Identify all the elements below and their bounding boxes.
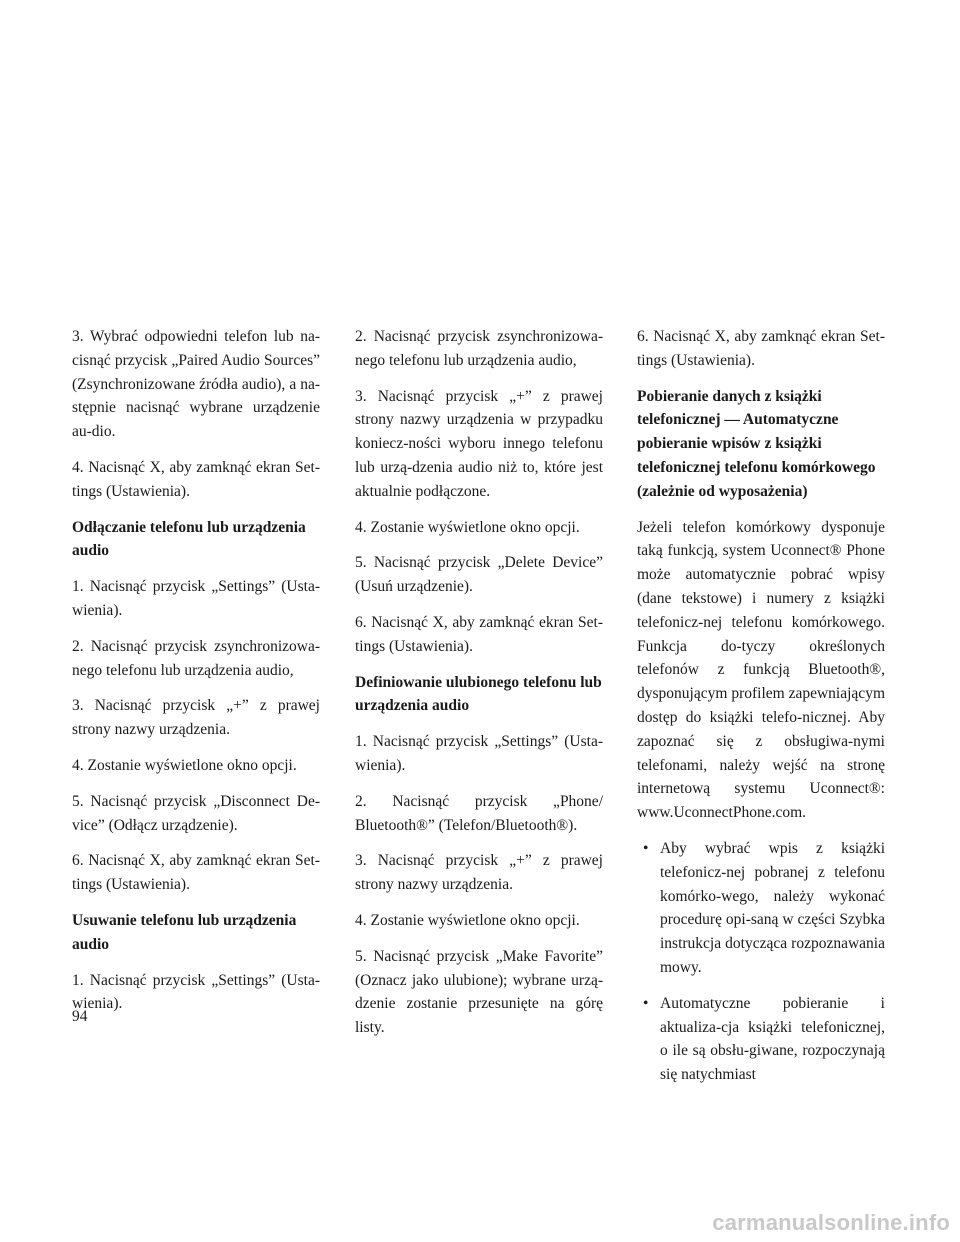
column-2	[355, 325, 603, 1052]
paragraph: 2. Nacisnąć przycisk zsynchronizowa-nego telefonu lub urządzenia audio,	[72, 637, 320, 679]
list-item: • Automatyczne pobieranie i aktualiza-cja książki telefonicznej, o ile są obsłu-giwane, rozpoczynają się natychmiast	[637, 992, 885, 1087]
paragraph: 5. Nacisnąć przycisk „Delete Device” (Usuń urządzenie).	[355, 554, 603, 596]
paragraph: 6. Nacisnąć X, aby zamknąć ekran Set-tings (Ustawienia).	[72, 852, 320, 894]
paragraph: 6. Nacisnąć X, aby zamknąć ekran Set-tings (Ustawienia).	[355, 613, 603, 655]
watermark: carmanualsonline.info	[712, 1210, 950, 1235]
paragraph: 3. Nacisnąć przycisk „+” z prawej strony nazwy urządzenia.	[72, 697, 320, 739]
paragraph: 1. Nacisnąć przycisk „Settings” (Usta-wienia).	[355, 733, 603, 774]
column-3	[637, 325, 885, 1099]
section-heading: Usuwanie telefonu lub urządzenia audio	[72, 911, 297, 953]
paragraph: 2. Nacisnąć przycisk zsynchronizowa-nego telefonu lub urządzenia audio,	[355, 328, 603, 369]
paragraph: 1. Nacisnąć przycisk „Settings” (Usta-wienia).	[72, 578, 320, 619]
paragraph: 3. Nacisnąć przycisk „+” z prawej strony nazwy urządzenia w przypadku koniecz-ności wyboru innego telefonu lub urzą-dzenia audio niż to, które jest aktualnie podłączone.	[355, 387, 603, 500]
list-item: • Aby wybrać wpis z książki telefonicz-nej pobranej z telefonu komórko-wego, należy wykonać procedurę opi-saną w części Szybka instrukcja dotycząca rozpoznawania mowy.	[637, 837, 885, 980]
bullet-list	[637, 837, 885, 1087]
paragraph: 2. Nacisnąć przycisk „Phone/ Bluetooth®” (Telefon/Bluetooth®).	[355, 792, 603, 834]
paragraph: 3. Wybrać odpowiedni telefon lub na-cisnąć przycisk „Paired Audio Sources” (Zsynchronizowane źródła audio), a na-stępnie nacisnąć wybrane urządzenie au-dio.	[72, 328, 320, 441]
paragraph: 4. Nacisnąć X, aby zamknąć ekran Set-tings (Ustawienia).	[72, 458, 320, 500]
paragraph: 4. Zostanie wyświetlone okno opcji.	[355, 911, 580, 929]
paragraph: 3. Nacisnąć przycisk „+” z prawej strony nazwy urządzenia.	[355, 852, 603, 894]
page-number: 94	[72, 1008, 88, 1025]
column-1	[72, 325, 320, 1028]
paragraph: 5. Nacisnąć przycisk „Make Favorite” (Oznacz jako ulubione); wybrane urzą-dzenie zostanie przesunięte na górę listy.	[355, 947, 603, 1037]
paragraph: 1. Nacisnąć przycisk „Settings” (Usta-wienia).	[72, 971, 320, 1013]
section-heading: Odłączanie telefonu lub urządzenia audio	[72, 518, 306, 560]
paragraph: 4. Zostanie wyświetlone okno opcji.	[355, 518, 580, 536]
paragraph: 5. Nacisnąć przycisk „Disconnect De-vice” (Odłącz urządzenie).	[72, 792, 320, 834]
section-heading: Definiowanie ulubionego telefonu lub urządzenia audio	[355, 673, 602, 715]
section-heading: Pobieranie danych z książki telefonicznej — Automatyczne pobieranie wpisów z książki telefonicznej telefonu komórkowego (zależnie od wyposażenia)	[637, 387, 876, 500]
paragraph: Jeżeli telefon komórkowy dysponuje taką funkcją, system Uconnect® Phone może automatycznie pobrać wpisy (dane tekstowe) i numery z książki telefonicz-nej telefonu komórkowego. Funkcja do-tyczy określonych telefonów z funkcją Bluetooth®, dysponującym profilem zapewniającym dostęp do książki telefo-nicznej. Aby zapoznać się z obsługiwa-nymi telefonami, należy wejść na stronę internetową systemu Uconnect®: www.UconnectPhone.com.	[637, 518, 885, 822]
paragraph: 4. Zostanie wyświetlone okno opcji.	[72, 756, 297, 774]
paragraph: 6. Nacisnąć X, aby zamknąć ekran Set-tings (Ustawienia).	[637, 328, 885, 369]
